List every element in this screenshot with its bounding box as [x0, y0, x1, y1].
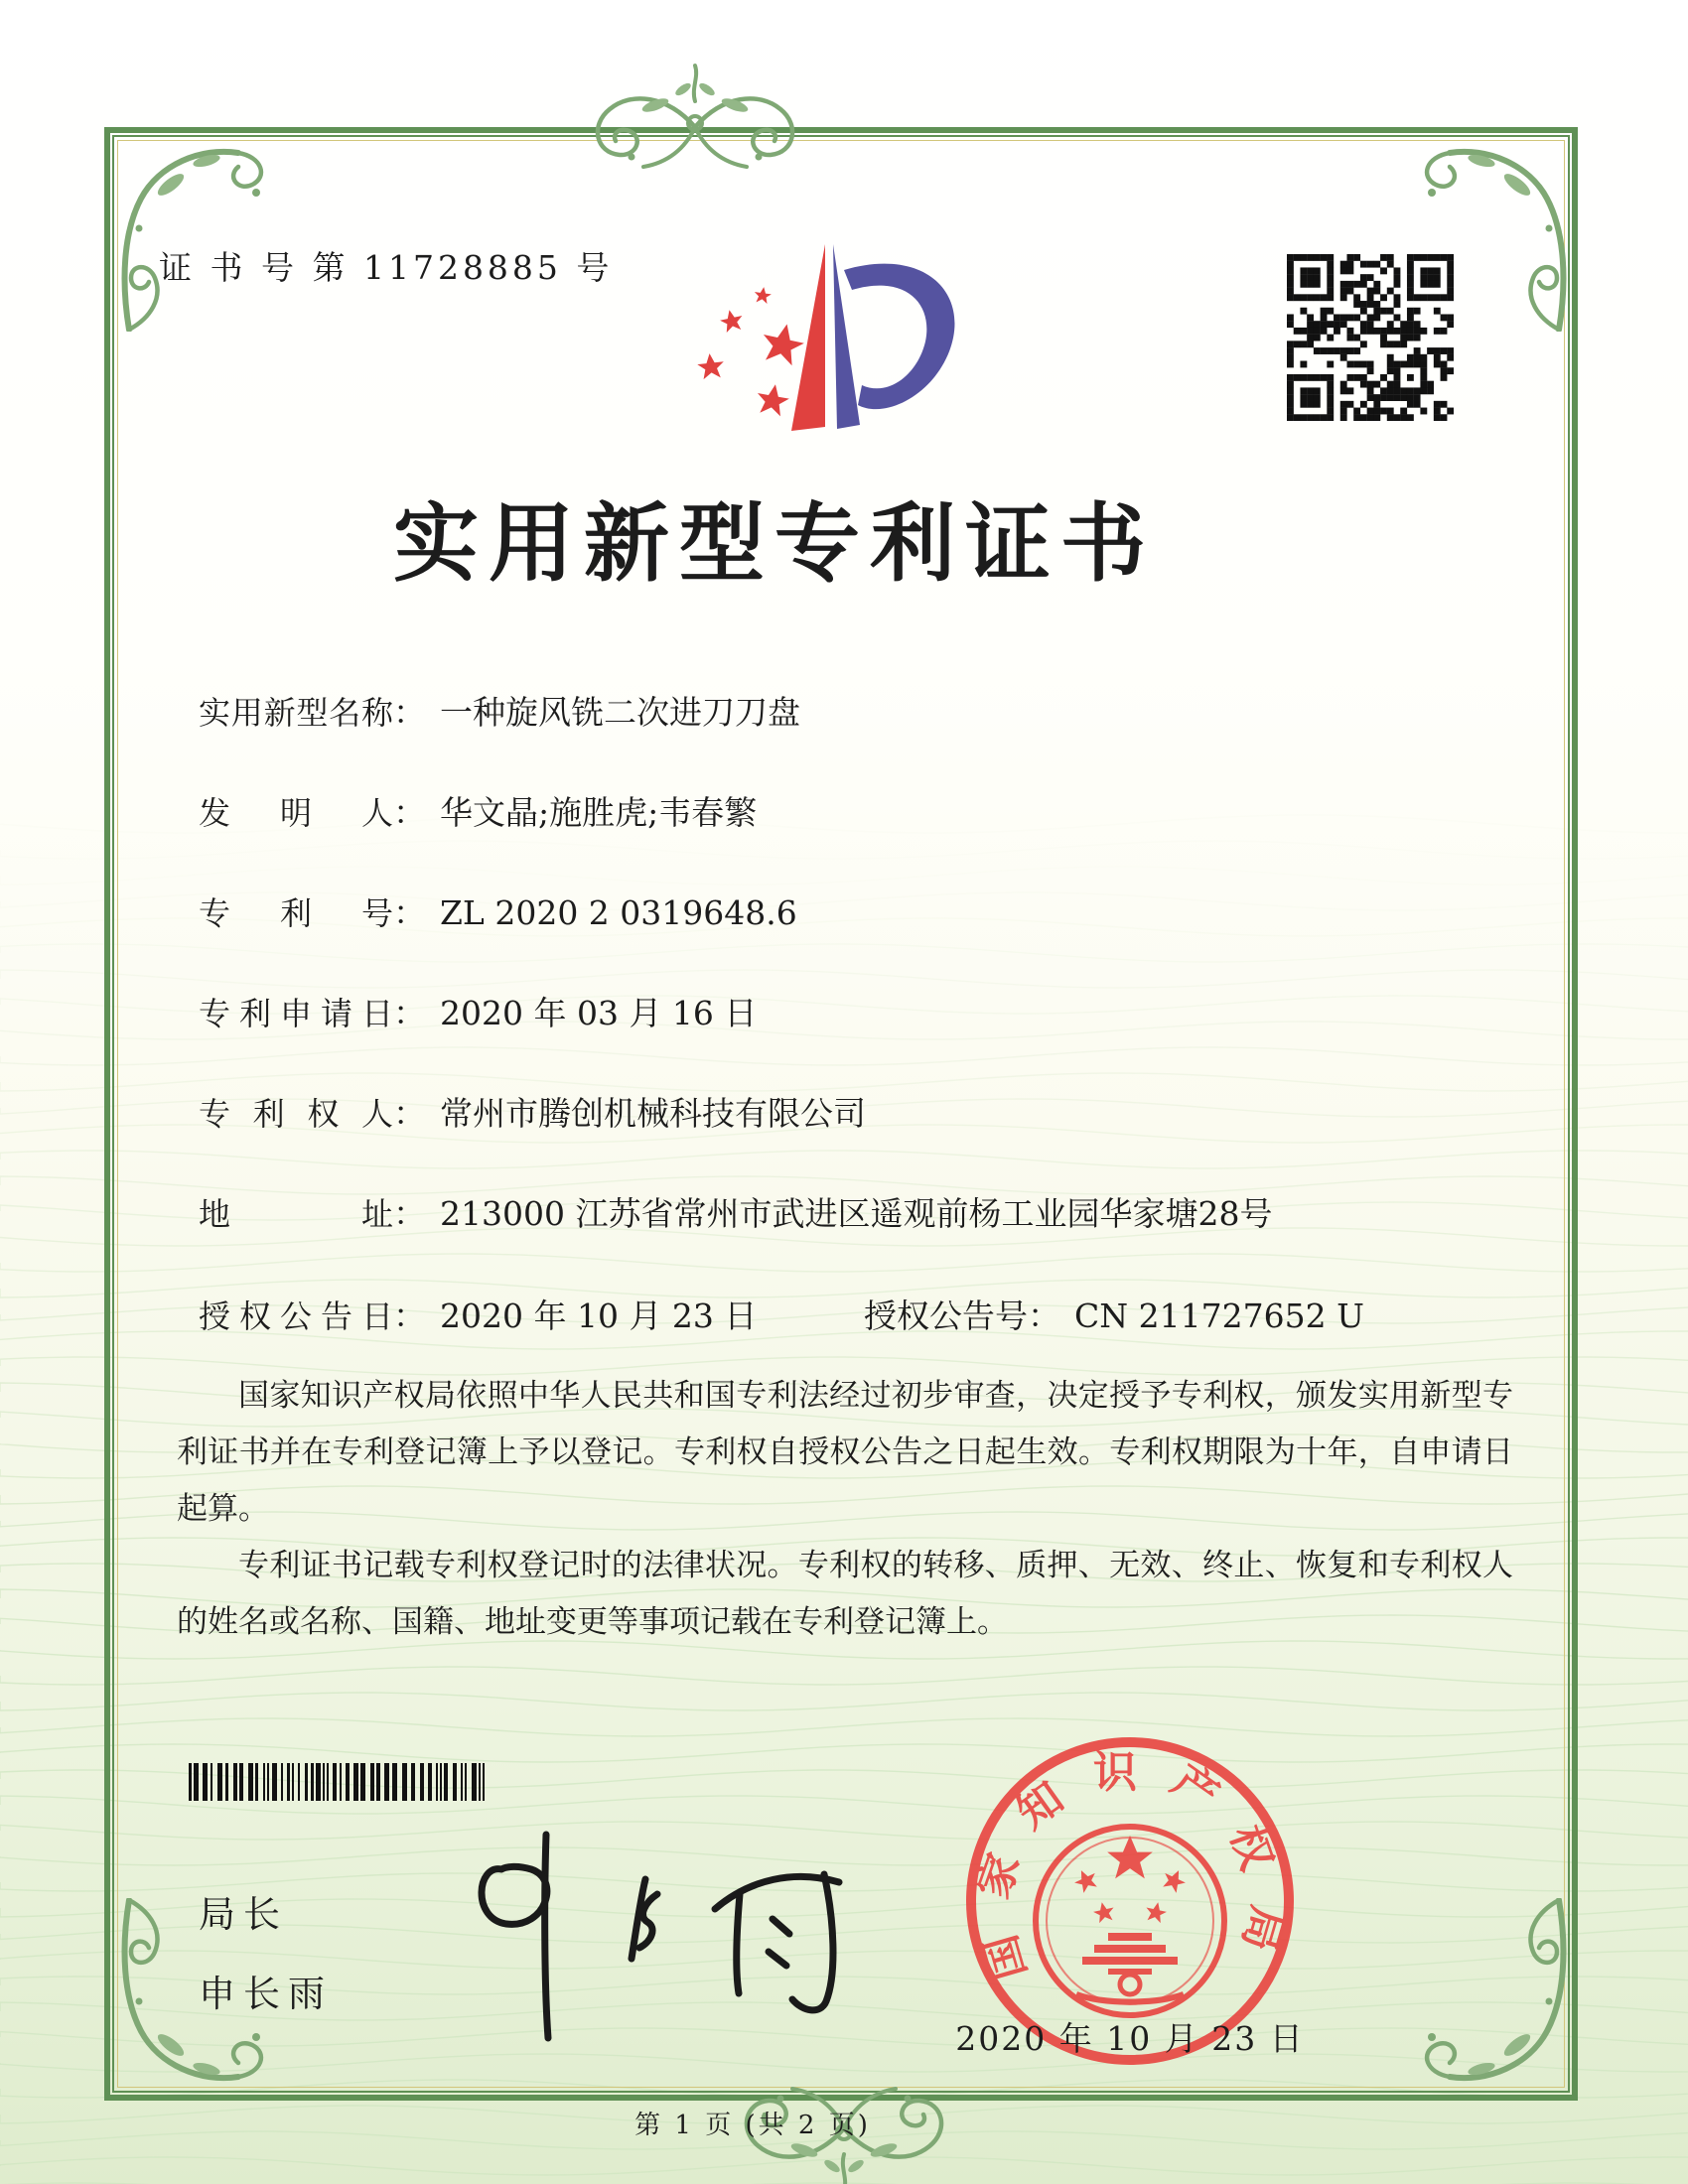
logo-p-bowl	[844, 264, 954, 409]
national-emblem	[1036, 1827, 1224, 2015]
seal-agency-text: 国家知识产权局	[967, 1746, 1293, 1985]
field-label: 实用新型名称	[199, 694, 393, 732]
certificate-title: 实用新型专利证书	[393, 493, 1156, 594]
colon: ：	[1028, 1297, 1060, 1335]
colon: ：	[393, 994, 426, 1032]
field-address	[199, 1188, 1272, 1235]
field-value: 213000 江苏省常州市武进区遥观前杨工业园华家塘28号	[440, 1194, 1273, 1233]
colon: ：	[393, 793, 426, 832]
signer-title: 局长	[199, 1893, 288, 1936]
field-value: 2020 年 03 月 16 日	[440, 994, 758, 1032]
field-label: 发明人	[199, 794, 393, 832]
field-value: 华文晶;施胜虎;韦春繁	[440, 793, 758, 832]
colon: ：	[393, 1194, 426, 1233]
logo-red-cone	[791, 244, 825, 431]
top-center-ornament	[536, 62, 854, 191]
field-inventors	[199, 787, 757, 834]
field-value: 一种旋风铣二次进刀刀盘	[440, 693, 800, 732]
field-patentee	[199, 1088, 866, 1135]
corner-flourish-bottom-right	[1378, 1898, 1577, 2097]
field-label: 专利申请日	[199, 995, 393, 1032]
field-label: 地址	[199, 1195, 393, 1233]
field-label: 专利权人	[199, 1095, 393, 1133]
barcode	[189, 1763, 492, 1801]
field-label: 授权公告日	[199, 1297, 393, 1335]
signer-name: 申长雨	[199, 1973, 333, 2015]
legal-paragraph-2: 专利证书记载专利权登记时的法律状况。专利权的转移、质押、无效、终止、恢复和专利权人的姓名或名称、国籍、地址变更等事项记载在专利登记簿上。	[177, 1548, 1513, 1640]
colon: ：	[393, 1297, 426, 1335]
field-filing-date	[199, 988, 757, 1034]
cnipa-logo	[675, 234, 973, 445]
colon: ：	[393, 693, 426, 732]
colon: ：	[393, 893, 426, 932]
field-label: 授权公告号	[864, 1297, 1028, 1335]
field-patent-number	[199, 887, 797, 934]
grant-seal-date: 2020 年 10 月 23 日	[955, 2019, 1305, 2058]
field-utility-model-name	[199, 687, 800, 734]
corner-flourish-top-left	[111, 133, 310, 332]
field-grant-date	[199, 1297, 757, 1335]
qr-code	[1287, 254, 1454, 421]
field-grant-number	[864, 1291, 1364, 1337]
legal-text-block	[177, 1368, 1513, 1651]
page-number: 第 1 页 (共 2 页)	[634, 2111, 871, 2140]
field-value: 常州市腾创机械科技有限公司	[440, 1094, 866, 1133]
director-signature	[397, 1825, 864, 2043]
field-label: 专利号	[199, 894, 393, 932]
colon: ：	[393, 1094, 426, 1133]
field-value: ZL 2020 2 0319648.6	[440, 893, 797, 932]
certificate-number: 证 书 号 第 11728885 号	[159, 248, 614, 287]
field-grant-row	[199, 1291, 1364, 1337]
field-value: 2020 年 10 月 23 日	[440, 1297, 758, 1335]
legal-paragraph-1: 国家知识产权局依照中华人民共和国专利法经过初步审查，决定授予专利权，颁发实用新型专利证书并在专利登记簿上予以登记。专利权自授权公告之日起生效。专利权期限为十年，自申请日起算。	[177, 1378, 1513, 1527]
field-value: CN 211727652 U	[1074, 1297, 1364, 1335]
